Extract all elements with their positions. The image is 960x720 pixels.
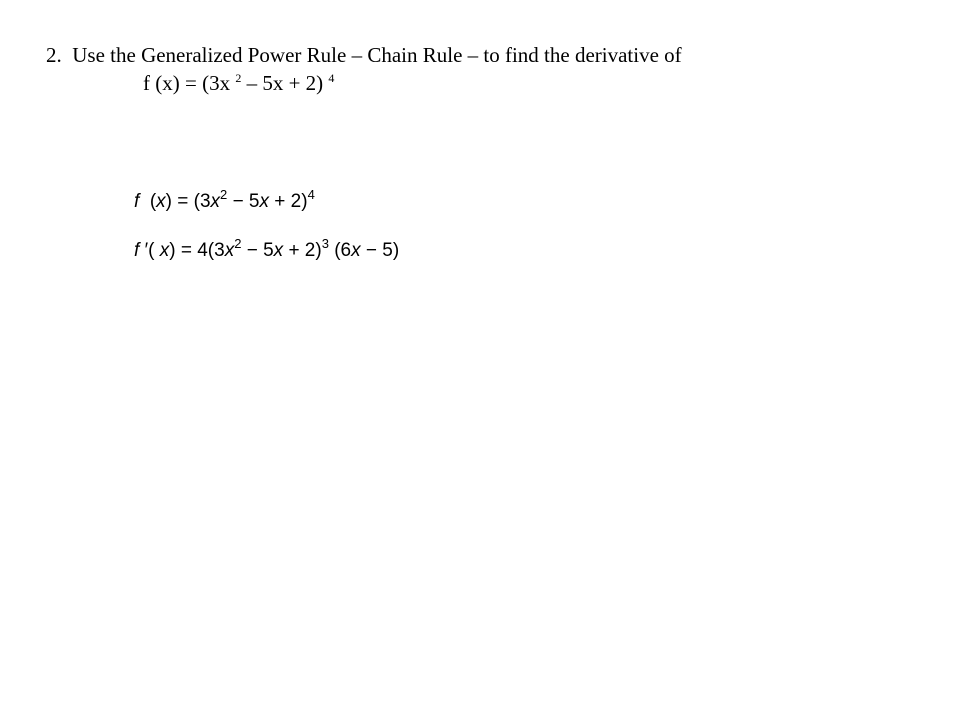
- problem-statement: [46, 45, 682, 66]
- sol1-exponent-2: 4: [307, 187, 315, 202]
- function-mid: – 5x + 2): [246, 71, 324, 95]
- sol1-mid: − 5: [232, 191, 260, 212]
- sol1-tail: + 2): [274, 191, 308, 212]
- problem-number: 2.: [46, 43, 62, 67]
- sol1-x: x: [156, 191, 166, 212]
- sol2-x2: x: [224, 240, 235, 261]
- problem-function: [143, 73, 334, 94]
- solution-derivative-line: [134, 236, 400, 261]
- sol2-tail: + 2): [288, 240, 322, 261]
- sol2-x3: x: [273, 240, 284, 261]
- sol1-x3: x: [259, 191, 270, 212]
- sol2-factor-close: − 5): [365, 240, 400, 261]
- sol1-f: f: [134, 191, 140, 212]
- sol2-mid: − 5: [246, 240, 274, 261]
- sol2-exponent-2: 3: [321, 236, 329, 251]
- sol1-rest: ) = (3: [165, 191, 211, 212]
- sol2-x4: x: [351, 240, 361, 261]
- sol2-rest: ) = 4(3: [169, 240, 225, 261]
- function-exponent-1: 2: [235, 71, 242, 85]
- sol1-exponent-1: 2: [220, 187, 228, 202]
- sol2-f: f: [134, 240, 140, 261]
- sol2-x: x: [159, 240, 170, 261]
- sol2-prime: ′(: [144, 240, 155, 261]
- function-lhs: f (x) = (3x: [143, 71, 231, 95]
- problem-text: Use the Generalized Power Rule – Chain Rule – to find the derivative of: [72, 43, 682, 67]
- sol1-open: (: [149, 191, 157, 212]
- sol2-factor-open: (6: [334, 240, 352, 261]
- sol2-exponent-1: 2: [234, 236, 242, 251]
- solution-function-line: [134, 187, 315, 212]
- function-exponent-2: 4: [328, 71, 335, 85]
- sol1-x2: x: [210, 191, 221, 212]
